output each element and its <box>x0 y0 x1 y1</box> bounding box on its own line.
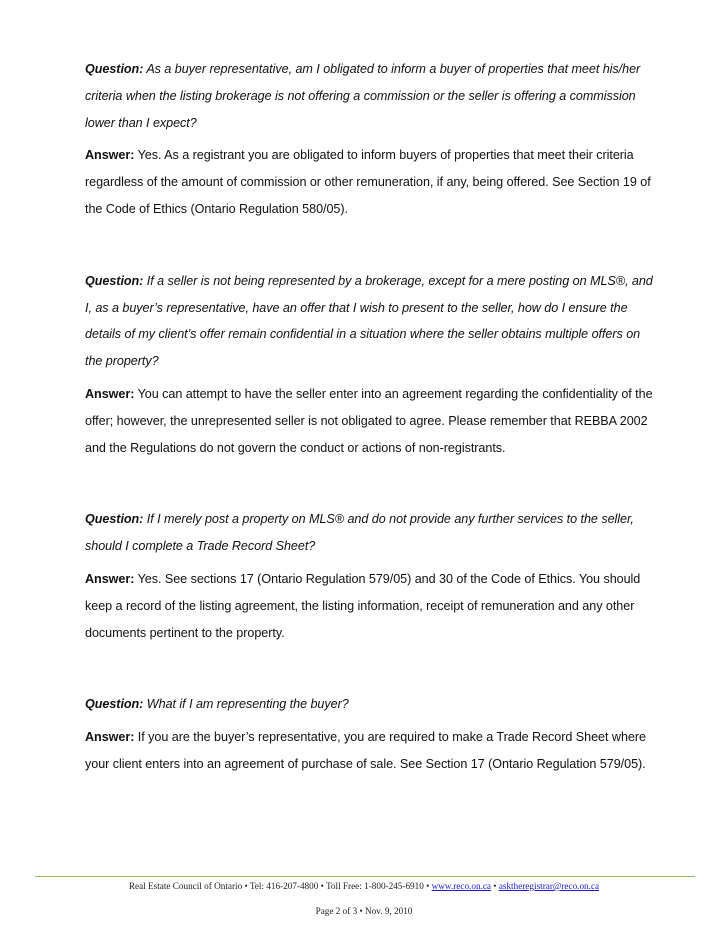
faq-question-2 <box>85 268 655 375</box>
question-label: Question: <box>85 697 144 712</box>
question-text: If I merely post a property on MLS® and do not provide any further services to the seller, should I complete a Trade Record Sheet? <box>85 512 634 554</box>
footer-divider <box>35 876 695 877</box>
website-link[interactable]: www.reco.on.ca <box>431 881 491 891</box>
answer-text: Yes. See sections 17 (Ontario Regulation 579/05) and 30 of the Code of Ethics. You should keep a record of the listing agreement, the listing information, receipt of remuneration and any other documents pertinent to the property. <box>85 571 641 640</box>
footer-separator: • <box>491 881 499 891</box>
faq-answer-2 <box>85 381 655 461</box>
email-link[interactable]: asktheregistrar@reco.on.ca <box>498 881 600 891</box>
answer-text: You can attempt to have the seller enter into an agreement regarding the confidentiality of the offer; however, the unrepresented seller is not obligated to agree. Please remember that REBBA 2002 and the Regulations do not govern the conduct or actions of non-registrants. <box>85 386 653 455</box>
answer-label: Answer: <box>85 386 135 401</box>
faq-answer-1 <box>85 142 655 222</box>
faq-question-1 <box>85 56 655 136</box>
faq-question-4 <box>85 691 655 718</box>
question-label: Question: <box>85 512 144 527</box>
section-gap <box>85 229 655 268</box>
footer-org-contact: Real Estate Council of Ontario • Tel: 416-207-4800 • Toll Free: 1-800-245-6910 • <box>128 881 432 891</box>
faq-content <box>85 56 655 784</box>
faq-answer-4 <box>85 724 655 778</box>
answer-text: If you are the buyer’s representative, you are required to make a Trade Record Sheet where your client enters into an agreement of purchase of sale. See Section 17 (Ontario Regulation 579/05). <box>85 730 646 771</box>
footer-contact <box>0 881 728 891</box>
question-label: Question: <box>85 62 144 76</box>
question-text: As a buyer representative, am I obligated to inform a buyer of properties that meet his/her criteria when the listing brokerage is not offering a commission or the seller is offering a commission lower than I expect? <box>85 62 641 130</box>
answer-label: Answer: <box>85 148 135 163</box>
faq-question-3 <box>85 506 655 560</box>
answer-text: Yes. As a registrant you are obligated to inform buyers of properties that meet their criteria regardless of the amount of commission or other remuneration, if any, being offered. See Section 19 of the Code of Ethics (Ontario Regulation 580/05). <box>85 148 651 216</box>
question-text: What if I am representing the buyer? <box>146 697 349 712</box>
answer-label: Answer: <box>85 571 135 586</box>
question-label: Question: <box>85 273 144 288</box>
section-gap <box>85 652 655 691</box>
answer-label: Answer: <box>85 730 135 745</box>
page-number: Page 2 of 3 • Nov. 9, 2010 <box>315 906 413 916</box>
section-gap <box>85 467 655 506</box>
faq-answer-3 <box>85 566 655 646</box>
question-text: If a seller is not being represented by a brokerage, except for a mere posting on MLS®, and I, as a buyer’s representative, have an offer that I wish to present to the seller, how do I ensure the details of my client’s offer remain confidential in a situation where the seller obtains multiple offers on the property? <box>85 273 653 369</box>
